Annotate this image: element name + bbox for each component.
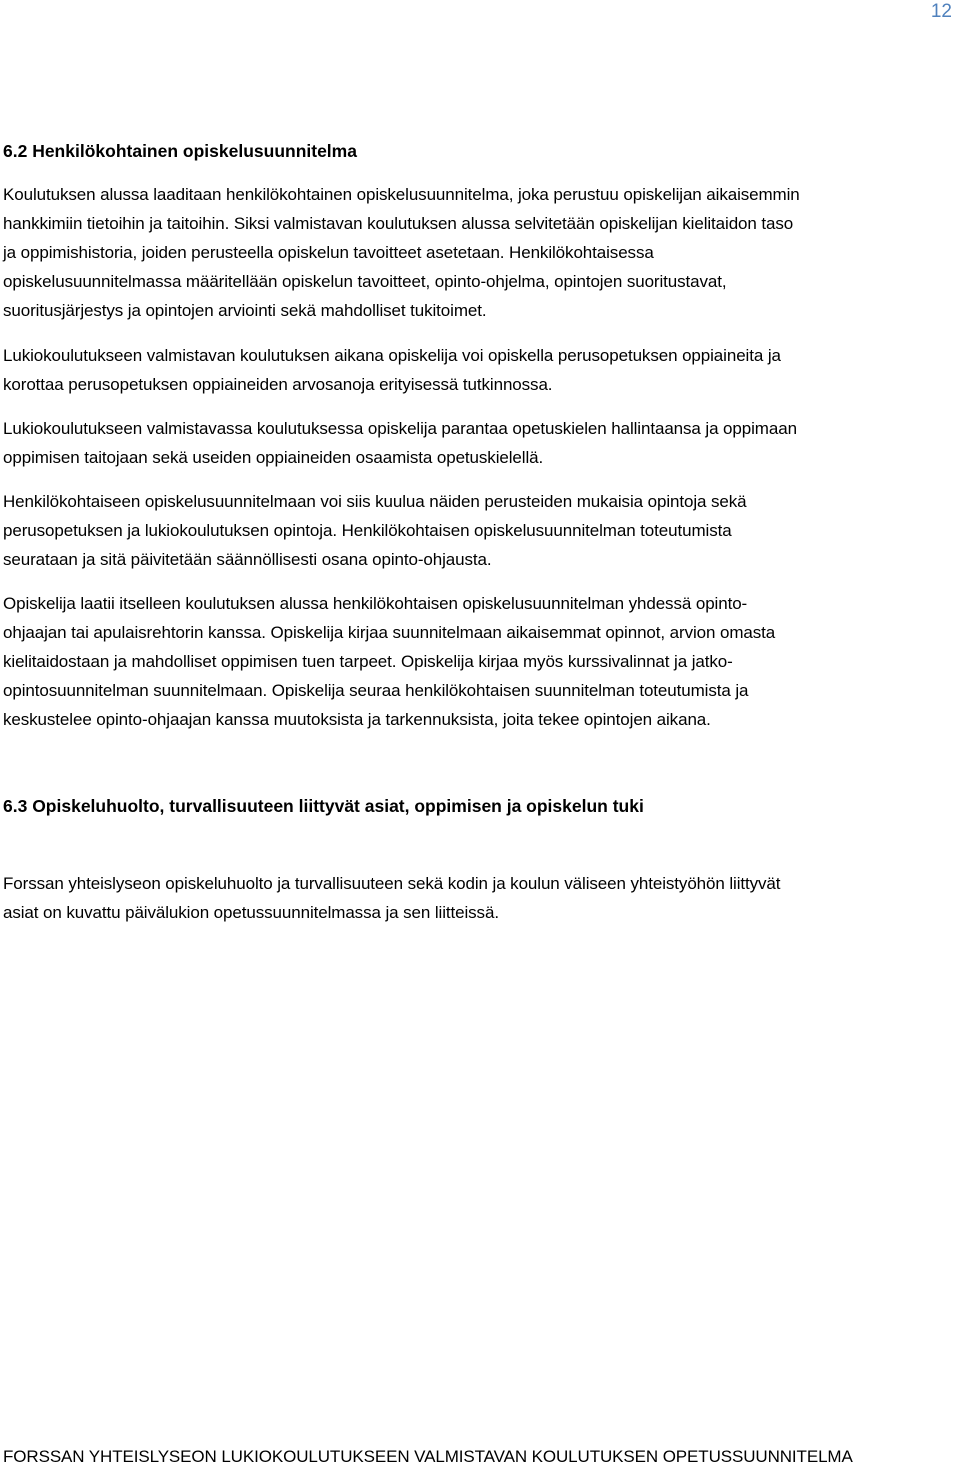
text-line: korottaa perusopetuksen oppiaineiden arvosanoja erityisessä tutkinnossa.	[3, 375, 553, 394]
paragraph-3	[3, 414, 953, 472]
text-line: seurataan ja sitä päivitetään säännöllisesti osana opinto-ohjausta.	[3, 550, 492, 569]
text-line: oppimisen taitojaan sekä useiden oppiaineiden osaamista opetuskielellä.	[3, 448, 544, 467]
text-line: hankkimiin tietoihin ja taitoihin. Siksi valmistavan koulutuksen alussa selvitetään opiskelijan kielitaidon taso	[3, 214, 794, 233]
text-line: Forssan yhteislyseon opiskeluhuolto ja turvallisuuteen sekä kodin ja koulun väliseen yhteistyöhön liittyvät	[3, 874, 781, 893]
text-line: Lukiokoulutukseen valmistavan koulutuksen aikana opiskelija voi opiskella perusopetuksen oppiaineita ja	[3, 346, 781, 365]
text-line: perusopetuksen ja lukiokoulutuksen opintoja. Henkilökohtaisen opiskelusuunnitelman toteutumista	[3, 521, 732, 540]
paragraph-5	[3, 589, 953, 734]
page-number: 12	[930, 1, 952, 22]
text-line: kielitaidostaan ja mahdolliset oppimisen tuen tarpeet. Opiskelija kirjaa myös kurssivalinnat ja jatko-	[3, 652, 733, 671]
text-line: suoritusjärjestys ja opintojen arviointi sekä mahdolliset tukitoimet.	[3, 301, 487, 320]
text-line: ja oppimishistoria, joiden perusteella opiskelun tavoitteet asetetaan. Henkilökohtaisessa	[3, 243, 654, 262]
paragraph-2	[3, 341, 953, 399]
paragraph-1	[3, 180, 953, 325]
text-line: opintosuunnitelman suunnitelmaan. Opiskelija seuraa henkilökohtaisen suunnitelman toteutumista ja	[3, 681, 749, 700]
text-line: opiskelusuunnitelmassa määritellään opiskelun tavoitteet, opinto-ohjelma, opintojen suoritustavat,	[3, 272, 727, 291]
document-body	[3, 138, 953, 927]
text-line: Lukiokoulutukseen valmistavassa koulutuksessa opiskelija parantaa opetuskielen hallintaansa ja oppimaan	[3, 419, 797, 438]
section-heading-6-3: 6.3 Opiskeluhuolto, turvallisuuteen liittyvät asiat, oppimisen ja opiskelun tuki	[3, 796, 644, 816]
paragraph-4	[3, 487, 953, 574]
text-line: Henkilökohtaiseen opiskelusuunnitelmaan voi siis kuulua näiden perusteiden mukaisia opintoja sekä	[3, 492, 747, 511]
paragraph-6	[3, 869, 953, 927]
text-line: Koulutuksen alussa laaditaan henkilökohtainen opiskelusuunnitelma, joka perustuu opiskelijan aikaisemmin	[3, 185, 800, 204]
section-heading-6-2: 6.2 Henkilökohtainen opiskelusuunnitelma	[3, 141, 357, 161]
text-line: ohjaajan tai apulaisrehtorin kanssa. Opiskelija kirjaa suunnitelmaan aikaisemmat opinnot, arvion omasta	[3, 623, 776, 642]
text-line: keskustelee opinto-ohjaajan kanssa muutoksista ja tarkennuksista, joita tekee opintojen aikana.	[3, 710, 711, 729]
text-line: Opiskelija laatii itselleen koulutuksen alussa henkilökohtaisen opiskelusuunnitelman yhdessä opinto-	[3, 594, 748, 613]
text-line: asiat on kuvattu päivälukion opetussuunnitelmassa ja sen liitteissä.	[3, 903, 499, 922]
page-footer: FORSSAN YHTEISLYSEON LUKIOKOULUTUKSEEN VALMISTAVAN KOULUTUKSEN OPETUSSUUNNITELMA	[3, 1447, 853, 1466]
